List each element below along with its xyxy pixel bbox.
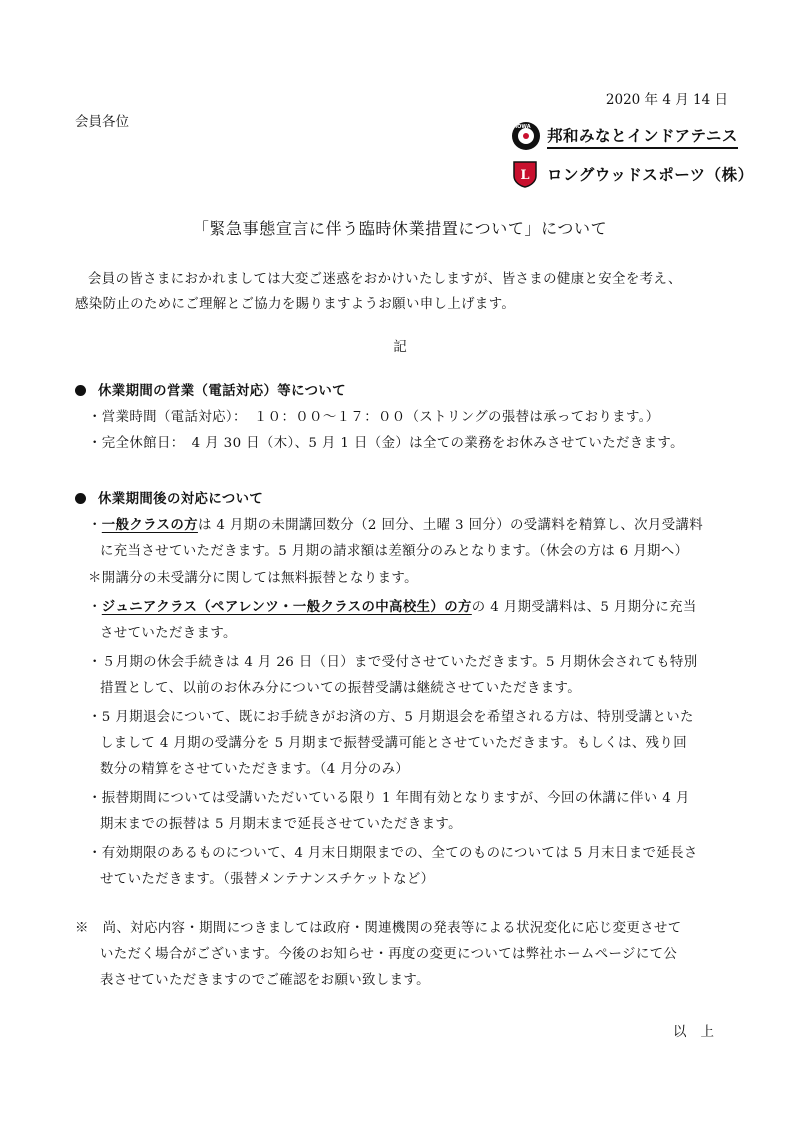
company2-logo	[512, 159, 754, 189]
company2-name: ロングウッドスポーツ（株）	[547, 166, 754, 184]
junior-class-item: ・ジュニアクラス（ペアレンツ・一般クラスの中高校生）の方の 4 月期受講料は、5 月期分に充当	[88, 600, 697, 615]
ki-mark: 記	[393, 339, 407, 355]
business-hours-line: ・営業時間（電話対応）： １０：００～１７：００（ストリングの張替は承っております。）	[88, 410, 660, 425]
closed-days-line: ・完全休館日： 4 月 30 日（木）、5 月 1 日（金）は全ての業務をお休みさせていただきます。	[88, 436, 684, 451]
svg-text:L: L	[520, 168, 530, 183]
suspension-item-line1: ・５月期の休会手続きは 4 月 26 日（日）まで受付させていただきます。5 月期休会されても特別	[88, 655, 698, 670]
free-makeup-note: ＊開講分の未受講分に関しては無料振替となります。	[88, 571, 418, 586]
howa-logo-icon: HOWA	[512, 122, 540, 150]
addressee: 会員各位	[75, 114, 129, 130]
footer-note-line2: いただく場合がございます。今後のお知らせ・再度の変更については弊社ホームページにて公	[100, 947, 678, 962]
makeup-period-item-line1: ・振替期間については受講いただいている限り 1 年間有効となりますが、今回の休講に伴い 4 月	[88, 791, 690, 806]
general-class-item-line2: に充当させていただきます。5 月期の請求額は差額分のみとなります。（休会の方は 6 月期へ）	[100, 544, 689, 559]
document-title: 「緊急事態宣言に伴う臨時休業措置について」について	[192, 219, 608, 238]
document-date: 2020 年 4 月 14 日	[605, 92, 728, 108]
general-class-item: ・一般クラスの方は 4 月期の未開講回数分（2 回分、土曜 3 回分）の受講料を精算し、次月受講料	[88, 518, 704, 533]
footer-note-line1: ※ 尚、対応内容・期間につきましては政府・関連機関の発表等による状況変化に応じ変更させて	[75, 921, 682, 936]
bullet-icon	[75, 385, 86, 396]
closing-mark: 以上	[673, 1024, 728, 1040]
suspension-item-line2: 措置として、以前のお休み分についての振替受講は継続させていただきます。	[100, 681, 582, 696]
footer-note-line3: 表させていただきますのでご確認をお願い致します。	[100, 973, 430, 988]
intro-line-1: 会員の皆さまにおかれましては大変ご迷惑をおかけいたしますが、皆さまの健康と安全を考え、	[88, 272, 682, 287]
expiry-item-line1: ・有効期限のあるものについて、4 月末日期限までの、全てのものについては 5 月末日まで延長さ	[88, 846, 698, 861]
intro-line-2: 感染防止のためにご理解とご協力を賜りますようお願い申し上げます。	[75, 297, 516, 312]
makeup-period-item-line2: 期末までの振替は 5 月期末まで延長させていただきます。	[100, 817, 462, 832]
expiry-item-line2: せていただきます。（張替メンテナンスチケットなど）	[100, 872, 435, 887]
bullet-icon	[75, 493, 86, 504]
company1-logo	[512, 121, 738, 151]
section1-heading: 休業期間の営業（電話対応）等について	[75, 380, 346, 399]
junior-class-item-line2: させていただきます。	[100, 626, 237, 641]
company1-name: 邦和みなとインドアテニス	[547, 124, 738, 149]
withdrawal-item-line2: しまして 4 月期の受講分を 5 月期まで振替受講可能とさせていただきます。もしくは、残り回	[100, 736, 688, 751]
section2-heading: 休業期間後の対応について	[75, 488, 263, 507]
longwood-shield-icon	[512, 160, 538, 188]
withdrawal-item-line3: 数分の精算をさせていただきます。（4 月分のみ）	[100, 762, 410, 777]
withdrawal-item-line1: ・5 月期退会について、既にお手続きがお済の方、5 月期退会を希望される方は、特別受講といた	[88, 710, 694, 725]
